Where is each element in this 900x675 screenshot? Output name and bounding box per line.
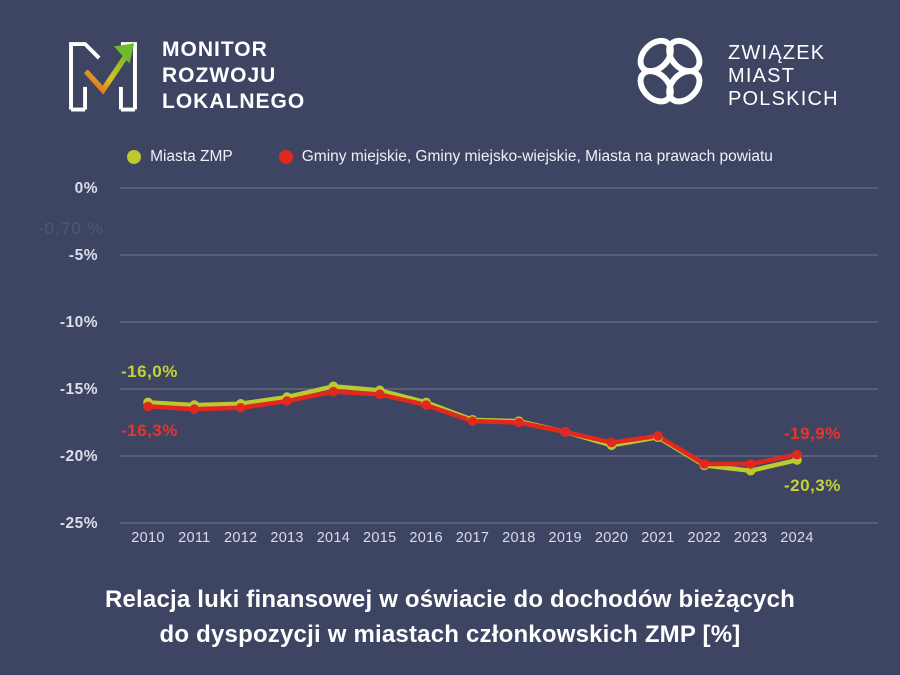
- mrl-logo-line3: LOKALNEGO: [162, 90, 306, 113]
- x-axis-tick-label: 2014: [316, 530, 351, 546]
- data-point: [143, 402, 153, 412]
- x-axis-tick-label: 2010: [131, 530, 165, 546]
- y-axis-tick-label: 0%: [74, 180, 98, 197]
- legend-label: Miasta ZMP: [150, 148, 233, 165]
- data-label-green-2024: -20,3%: [784, 476, 841, 495]
- y-axis-tick-label: -15%: [59, 381, 98, 398]
- x-axis-tick-label: 2011: [178, 530, 211, 546]
- x-axis-tick-label: 2013: [270, 530, 304, 546]
- data-point: [282, 396, 292, 406]
- data-point: [607, 438, 617, 448]
- data-label-red-2010: -16,3%: [121, 421, 178, 440]
- x-axis-tick-label: 2019: [548, 530, 582, 546]
- x-axis-tick-label: 2015: [363, 530, 397, 546]
- mrl-logo-line2: ROZWOJU: [162, 64, 277, 87]
- y-axis-tick-label: -25%: [59, 515, 98, 532]
- chart-title-line1: Relacja luki finansowej w oświacie do dochodów bieżących: [104, 586, 796, 613]
- data-point: [421, 400, 431, 410]
- data-point: [560, 427, 570, 437]
- x-axis-tick-label: 2012: [223, 530, 258, 546]
- data-point: [375, 390, 385, 400]
- y-axis-tick-label: -20%: [59, 448, 98, 465]
- x-axis-tick-label: 2017: [455, 530, 490, 546]
- zmp-logo-line3: POLSKICH: [728, 88, 839, 110]
- data-point: [236, 403, 246, 413]
- x-axis-tick-label: 2020: [594, 530, 629, 546]
- zmp-logo-line2: MIAST: [728, 65, 796, 87]
- data-point: [699, 459, 709, 469]
- data-point: [514, 418, 524, 428]
- chart-title-line2: do dyspozycji w miastach członkowskich ZMP [%]: [159, 621, 741, 648]
- x-axis-tick-label: 2018: [502, 530, 536, 546]
- chart-title: [0, 582, 900, 652]
- mrl-logo-line1: MONITOR: [162, 38, 268, 61]
- data-point: [746, 459, 756, 469]
- series-line: [148, 386, 797, 470]
- data-point: [468, 416, 478, 426]
- data-point: [653, 431, 663, 441]
- data-point: [329, 387, 339, 397]
- y-axis-tick-label: -5%: [68, 247, 98, 264]
- y-axis-tick-label: -10%: [59, 314, 98, 331]
- x-axis-tick-label: 2022: [687, 530, 722, 546]
- ghost-data-label: -0,70 %: [38, 219, 104, 238]
- data-point: [792, 450, 802, 460]
- x-axis-tick-label: 2023: [733, 530, 768, 546]
- data-label-green-2010: -16,0%: [121, 362, 178, 381]
- x-axis-tick-label: 2024: [780, 530, 814, 546]
- data-point: [190, 404, 200, 414]
- x-axis-tick-label: 2016: [409, 530, 443, 546]
- legend-label: Gminy miejskie, Gminy miejsko-wiejskie, Miasta na prawach powiatu: [301, 148, 773, 165]
- x-axis-tick-label: 2021: [641, 530, 675, 546]
- zmp-logo-line1: ZWIĄZEK: [728, 42, 826, 64]
- data-label-red-2024: -19,9%: [784, 424, 841, 443]
